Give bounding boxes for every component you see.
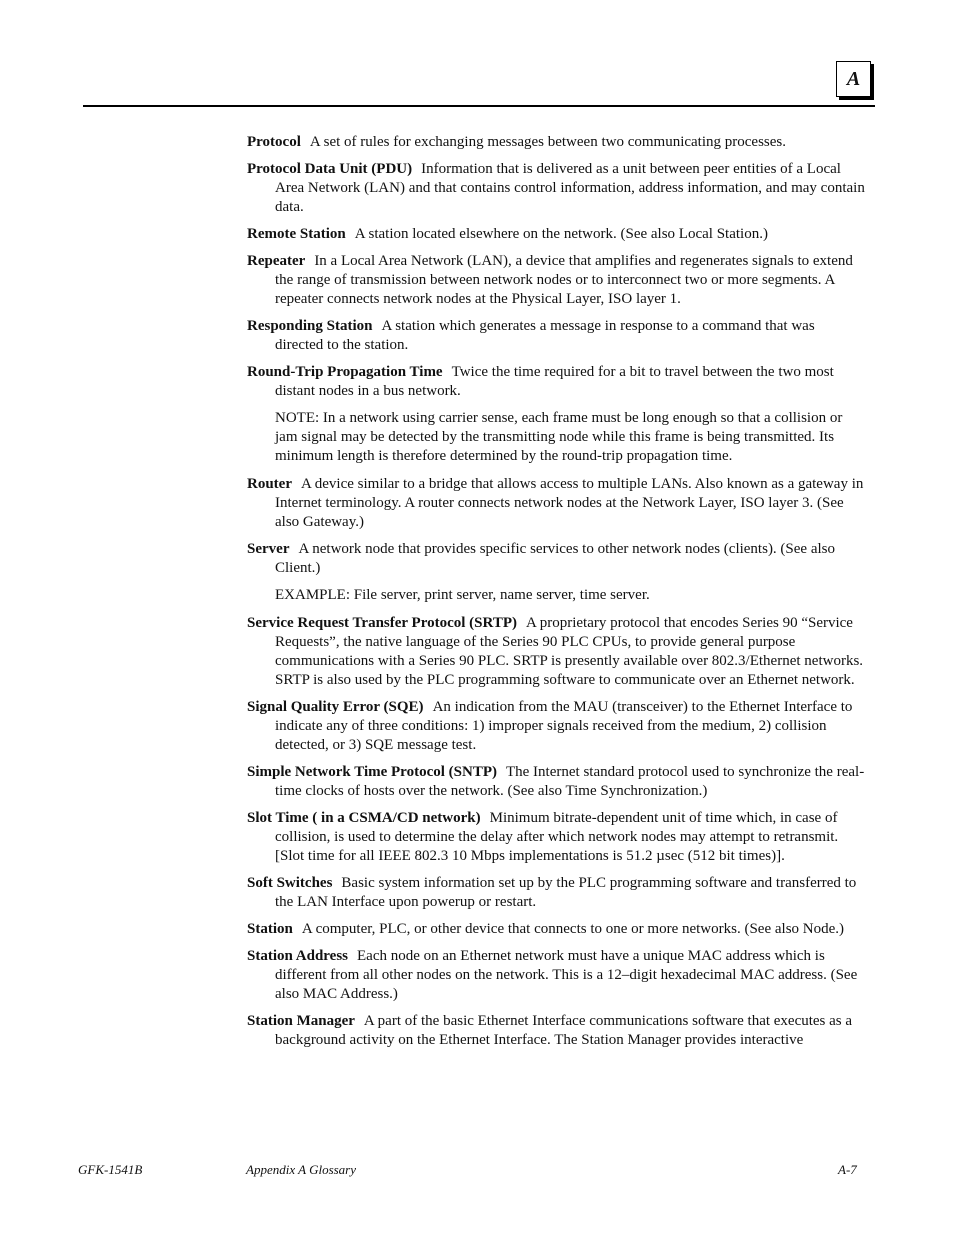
glossary-entry bbox=[247, 252, 865, 309]
entry-definition: A network node that provides specific services to other network nodes (clients). (See also Client.) bbox=[275, 541, 835, 576]
entry-term: Remote Station bbox=[247, 226, 346, 242]
entry-term: Slot Time ( in a CSMA/CD network) bbox=[247, 810, 481, 826]
glossary-entry bbox=[247, 317, 865, 355]
entry-definition: A part of the basic Ethernet Interface communications software that executes as a background activity on the Ethernet Interface. The Station Manager provides interactive bbox=[275, 1013, 853, 1048]
entry-term: Server bbox=[247, 541, 290, 557]
entry-definition: A computer, PLC, or other device that connects to one or more networks. (See also Node.) bbox=[301, 921, 845, 937]
glossary-entry bbox=[247, 947, 865, 1004]
footer-doc-number: GFK-1541B bbox=[78, 1162, 143, 1177]
entry-definition: The Internet standard protocol used to synchronize the real-time clocks of hosts over the network. (See also Time Synchronization.) bbox=[275, 764, 865, 799]
entry-definition: Basic system information set up by the PLC programming software and transferred to the LAN Interface upon powerup or restart. bbox=[275, 875, 857, 910]
glossary-entry bbox=[247, 133, 865, 152]
glossary-entry bbox=[247, 920, 865, 939]
glossary-entry bbox=[247, 763, 865, 801]
entry-definition: Each node on an Ethernet network must have a unique MAC address which is different from all other nodes on the network. This is a 12–digit hexadecimal MAC address. (See also MAC Address.) bbox=[275, 948, 858, 1002]
appendix-tab bbox=[836, 61, 871, 97]
entry-definition: An indication from the MAU (transceiver) to the Ethernet Interface to indicate any of three conditions: 1) improper signals received from the medium, 2) collision detected, or 3) SQE message test. bbox=[275, 699, 853, 753]
entry-definition: A set of rules for exchanging messages between two communicating processes. bbox=[309, 134, 786, 150]
entry-term: Responding Station bbox=[247, 318, 373, 334]
entry-definition: A proprietary protocol that encodes Series 90 “Service Requests”, the native language of the Series 90 PLC CPUs, to provide general purpose communications with a Series 90 PLC. SRTP is presently available over 802.3/Ethernet networks. SRTP is also used by the PLC programming software to communicate over an Ethernet network. bbox=[275, 615, 864, 688]
entry-term: Protocol bbox=[247, 134, 301, 150]
entry-note: EXAMPLE: File server, print server, name server, time server. bbox=[275, 587, 650, 603]
glossary-entry bbox=[247, 1012, 865, 1050]
entry-term: Simple Network Time Protocol (SNTP) bbox=[247, 764, 497, 780]
glossary-list bbox=[247, 133, 865, 1058]
glossary-entry bbox=[247, 160, 865, 217]
glossary-entry bbox=[247, 614, 865, 690]
glossary-entry bbox=[247, 698, 865, 755]
entry-definition: Information that is delivered as a unit between peer entities of a Local Area Network (LAN) and that contains control information, address information, and may contain data. bbox=[275, 161, 865, 215]
entry-term: Station Address bbox=[247, 948, 349, 964]
entry-definition: Twice the time required for a bit to travel between the two most distant nodes in a bus network. bbox=[275, 364, 834, 399]
entry-term: Round-Trip Propagation Time bbox=[247, 364, 443, 380]
entry-note: NOTE: In a network using carrier sense, each frame must be long enough so that a collision or jam signal may be detected by the transmitting node while this frame is being transmitted. Its minimum length is therefore determined by the round-trip propagation time. bbox=[275, 410, 843, 464]
entry-term: Repeater bbox=[247, 253, 306, 269]
entry-definition: A station which generates a message in response to a command that was directed to the station. bbox=[275, 318, 815, 353]
entry-term: Soft Switches bbox=[247, 875, 333, 891]
appendix-tab-letter: A bbox=[846, 68, 861, 90]
glossary-entry bbox=[247, 874, 865, 912]
glossary-entry bbox=[247, 363, 865, 401]
glossary-entry bbox=[247, 475, 865, 532]
entry-definition: Minimum bitrate-dependent unit of time which, in case of collision, is used to determine the delay after which network nodes may attempt to retransmit. [Slot time for all IEEE 802.3 10 Mbps implementations is 51.2 µsec (512 bit times)]. bbox=[275, 810, 839, 864]
entry-term: Station Manager bbox=[247, 1013, 355, 1029]
entry-term: Station bbox=[247, 921, 293, 937]
entry-term: Protocol Data Unit (PDU) bbox=[247, 161, 413, 177]
glossary-entry bbox=[247, 225, 865, 244]
entry-term: Signal Quality Error (SQE) bbox=[247, 699, 424, 715]
header-rule bbox=[83, 105, 875, 107]
entry-definition: A device similar to a bridge that allows access to multiple LANs. Also known as a gateway in Internet terminology. A router connects network nodes at the Network Layer, ISO layer 3. (See also Gateway.) bbox=[275, 476, 864, 530]
entry-definition: In a Local Area Network (LAN), a device that amplifies and regenerates signals to extend the range of transmission between network nodes or to interconnect two or more segments. A repeater connects network nodes at the Physical Layer, ISO layer 1. bbox=[275, 253, 853, 307]
footer-section-title: Appendix A Glossary bbox=[246, 1162, 357, 1177]
glossary-entry bbox=[247, 809, 865, 866]
entry-definition: A station located elsewhere on the network. (See also Local Station.) bbox=[354, 226, 768, 242]
entry-term: Service Request Transfer Protocol (SRTP) bbox=[247, 615, 517, 631]
entry-term: Router bbox=[247, 476, 292, 492]
footer-page-number: A-7 bbox=[838, 1162, 857, 1177]
glossary-entry bbox=[247, 540, 865, 578]
